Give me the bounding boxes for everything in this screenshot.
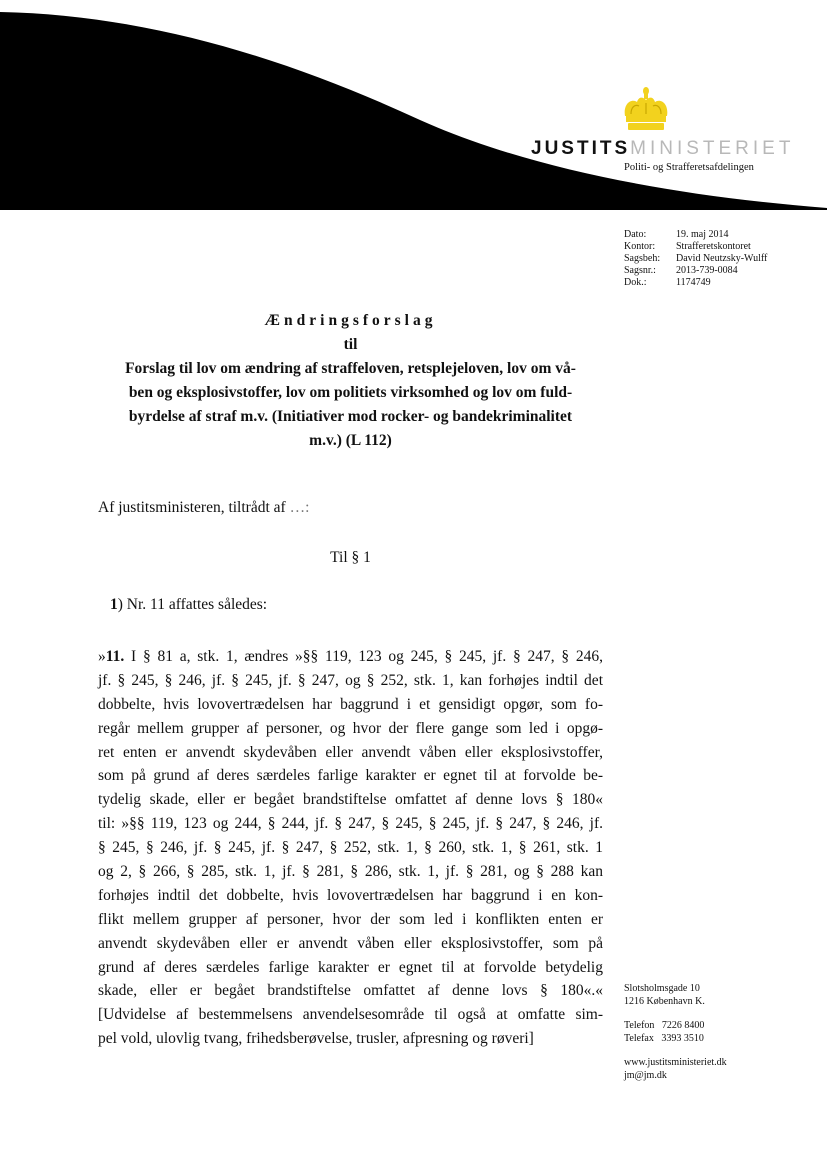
item-number: 1 xyxy=(110,596,118,613)
body-line: ret enten er anvendt skydevåben eller anvendt våben eller eksplosivstoffer, xyxy=(98,743,603,761)
paragraph-heading: Til § 1 xyxy=(330,549,371,566)
body-line: [Udvidelse af bestemmelsens anvendelsesområde til også at omfatte sim- xyxy=(98,1006,603,1024)
meta-label: Kontor: xyxy=(624,241,656,252)
body-line: som på grund af deres særdeles farlige karakter er egnet til at forvolde be- xyxy=(98,767,603,785)
body-line: pel vold, ulovlig tvang, frihedsberøvelse, trusler, afpresning og røveri] xyxy=(98,1030,534,1048)
address-city: 1216 København K. xyxy=(624,995,705,1007)
body-line: grund af deres særdeles farlige karakter er egnet til at forvolde betydelig xyxy=(98,958,603,976)
title-line: Forslag til lov om ændring af straffeloven, retsplejeloven, lov om vå- xyxy=(125,360,576,377)
meta-row xyxy=(624,253,767,265)
body-line: regår mellem grupper af personer, og hvor der flere gange som led i opgø- xyxy=(98,719,603,737)
meta-label: Sagsbeh: xyxy=(624,253,661,264)
title-line: byrdelse af straf m.v. (Initiativer mod rocker- og bandekriminalitet xyxy=(128,408,573,425)
department-name: Politi- og Strafferetsafdelingen xyxy=(624,162,754,173)
title-line: ben og eksplosivstoffer, lov om politiets virksomhed og lov om fuld- xyxy=(128,384,573,401)
address-phone: Telefon 7226 8400 xyxy=(624,1020,705,1031)
body-line: forhøjes indtil det dobbelte, hvis lovovertrædelsen har baggrund i en kon- xyxy=(98,886,603,904)
body-line: § 245, § 246, jf. § 245, jf. § 247, § 252, stk. 1, § 260, stk. 1, § 261, stk. 1 xyxy=(98,839,603,857)
meta-label: Dato: xyxy=(624,229,647,240)
address-block xyxy=(624,983,727,1082)
meta-row xyxy=(624,277,767,289)
document-title xyxy=(98,309,603,453)
ministry-logo xyxy=(531,137,794,161)
body-line: dobbelte, hvis lovovertrædelsen har baggrund i et gensidigt opgør, som fo- xyxy=(98,695,603,713)
document-meta xyxy=(624,229,767,289)
body-line: jf. § 245, § 246, jf. § 245, jf. § 247, og § 252, stk. 1, kan forhøjes indtil det xyxy=(98,671,603,689)
body-line: til: »§§ 119, 123 og 244, § 244, jf. § 247, § 245, § 245, jf. § 247, § 246, jf. xyxy=(98,815,603,833)
title-line: m.v.) (L 112) xyxy=(309,432,392,449)
body-line: flikt mellem grupper af personer, hvor der som led i konflikten enten er xyxy=(98,910,603,928)
address-web: www.justitsministeriet.dk xyxy=(624,1057,727,1068)
address-email: jm@jm.dk xyxy=(624,1069,667,1081)
address-street: Slotsholmsgade 10 xyxy=(624,983,700,994)
body-line: og 2, § 266, § 285, stk. 1, jf. § 281, § 286, stk. 1, jf. § 281, og § 288 kan xyxy=(98,863,603,881)
meta-row xyxy=(624,265,767,277)
meta-row xyxy=(624,241,767,253)
body-line: anvendt skydevåben eller er anvendt våben eller eksplosivstoffer, som på xyxy=(98,934,603,952)
body-prefix: » xyxy=(98,648,106,665)
meta-row xyxy=(624,229,767,241)
body-line-text: I § 81 a, stk. 1, ændres »§§ 119, 123 og 245, § 245, jf. § 247, § 246, xyxy=(124,648,603,665)
intro-text: Af justitsministeren, tiltrådt af xyxy=(98,499,290,516)
body-number: 11. xyxy=(105,648,125,665)
intro-ellipsis: …: xyxy=(289,499,310,516)
header-wave-graphic xyxy=(0,0,827,210)
meta-value: Strafferetskontoret xyxy=(676,241,751,252)
logo-part2: MINISTERIET xyxy=(630,138,795,159)
meta-label: Dok.: xyxy=(624,277,647,288)
title-heading: Ændringsforslag xyxy=(264,312,437,329)
meta-label: Sagsnr.: xyxy=(624,265,656,276)
logo-part1: JUSTITS xyxy=(531,138,631,159)
meta-value: 19. maj 2014 xyxy=(676,229,729,240)
meta-value: 2013-739-0084 xyxy=(676,265,738,276)
meta-value: 1174749 xyxy=(676,277,711,288)
meta-value: David Neutzsky-Wulff xyxy=(676,253,768,264)
item-text: ) Nr. 11 affattes således: xyxy=(117,596,268,613)
crown-icon xyxy=(619,86,673,132)
body-line: skade, eller er begået brandstiftelse omfattet af denne lovs § 180«.« xyxy=(98,982,603,1000)
body-line xyxy=(98,645,603,669)
amendment-item xyxy=(110,596,267,614)
address-fax: Telefax 3393 3510 xyxy=(624,1032,704,1044)
intro-line xyxy=(98,499,309,517)
title-til: til xyxy=(343,336,358,353)
body-line: tydelig skade, eller er begået brandstiftelse omfattet af denne lovs § 180« xyxy=(98,791,603,809)
amendment-body xyxy=(98,645,603,1051)
